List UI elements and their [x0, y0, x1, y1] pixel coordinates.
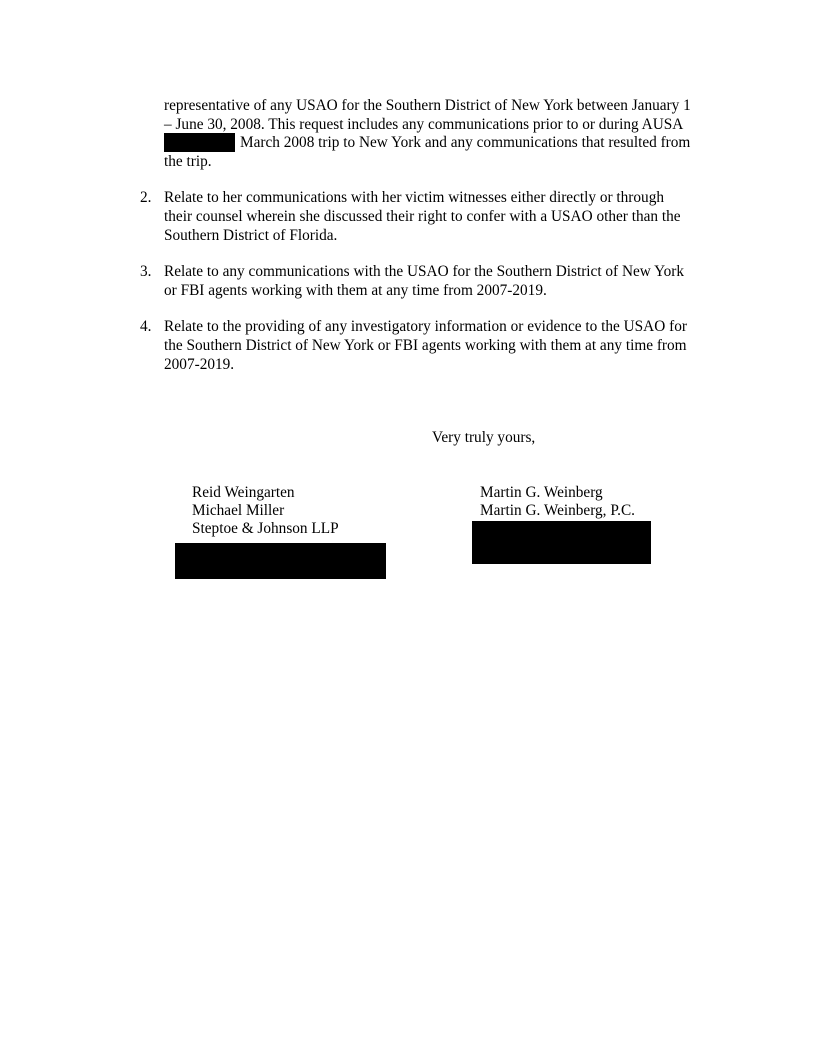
signature-left-firm: Steptoe & Johnson LLP — [192, 520, 339, 537]
intro-line-1: representative of any USAO for the Southern District of New York between January 1 — [164, 97, 691, 114]
redaction-box-right-address — [472, 521, 651, 564]
list-item-number: 4. — [140, 318, 152, 335]
signature-right-firm: Martin G. Weinberg, P.C. — [480, 502, 635, 519]
signature-left-name-1: Reid Weingarten — [192, 484, 295, 501]
list-item-line: Relate to the providing of any investigatory information or evidence to the USAO for — [164, 318, 687, 335]
list-item-line: their counsel wherein she discussed their right to confer with a USAO other than the — [164, 208, 681, 225]
intro-line-3: March 2008 trip to New York and any communications that resulted from — [240, 134, 691, 151]
list-item-line: Relate to any communications with the USAO for the Southern District of New York — [164, 263, 685, 280]
redaction-box-left-address — [175, 543, 386, 579]
list-item-line: 2007-2019. — [164, 356, 235, 373]
list-item-line: Relate to her communications with her victim witnesses either directly or through — [164, 189, 664, 206]
list-item-line: or FBI agents working with them at any time from 2007-2019. — [164, 282, 547, 299]
signature-right-name: Martin G. Weinberg — [480, 484, 603, 501]
list-item-line: Southern District of Florida. — [164, 227, 338, 244]
redaction-box-ausa-name — [164, 133, 235, 152]
signature-left-name-2: Michael Miller — [192, 502, 285, 519]
intro-line-2: – June 30, 2008. This request includes any communications prior to or during AUSA — [164, 116, 684, 133]
list-item-number: 2. — [140, 189, 152, 206]
list-item-number: 3. — [140, 263, 152, 280]
closing-salutation: Very truly yours, — [432, 429, 536, 446]
intro-line-4: the trip. — [164, 153, 212, 170]
list-item-line: the Southern District of New York or FBI agents working with them at any time from — [164, 337, 687, 354]
